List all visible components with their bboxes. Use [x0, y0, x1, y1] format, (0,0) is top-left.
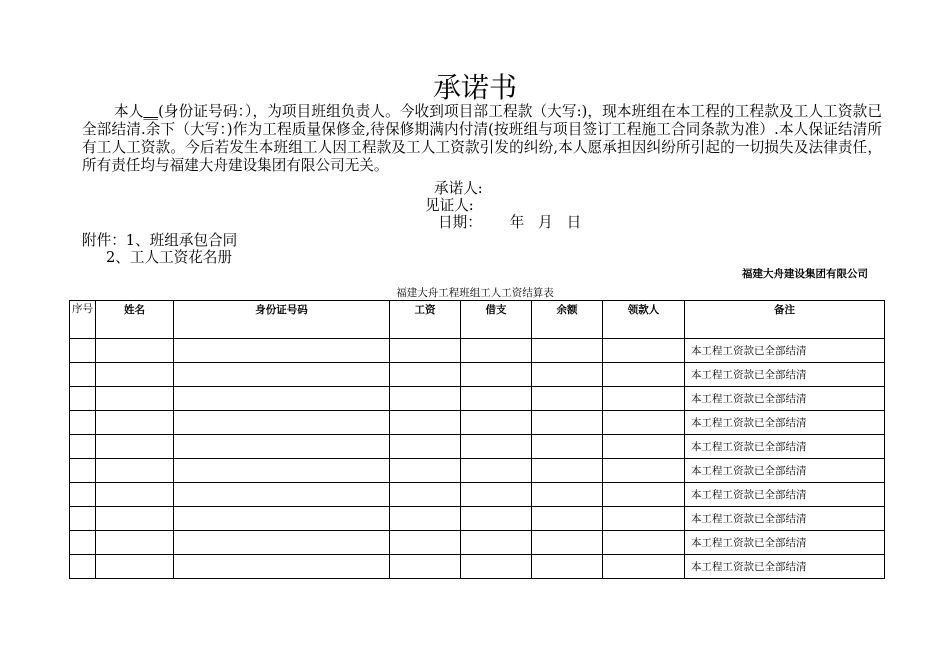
table-cell	[70, 483, 96, 507]
table-cell	[96, 531, 174, 555]
header-name: 姓名	[96, 301, 174, 339]
table-cell	[96, 387, 174, 411]
header-note: 备注	[685, 301, 885, 339]
table-cell	[70, 339, 96, 363]
table-cell	[96, 411, 174, 435]
body-prefix: 本人	[114, 103, 144, 120]
table-cell	[70, 459, 96, 483]
table-cell	[461, 459, 532, 483]
table-cell	[603, 483, 685, 507]
table-cell	[70, 411, 96, 435]
header-wage: 工资	[390, 301, 461, 339]
table-cell	[603, 531, 685, 555]
table-cell	[532, 507, 603, 531]
table-row	[70, 363, 885, 387]
table-cell	[174, 555, 390, 579]
table-cell	[174, 459, 390, 483]
header-receiver: 领款人	[603, 301, 685, 339]
table-row	[70, 339, 885, 363]
table-cell	[390, 339, 461, 363]
body-text: (身份证号码：），为项目班组负责人。今收到项目部工程款（大写:)，现本班组在本工程的工程款及工人工资款已全部结清.余下（大写：)作为工程质量保修金,待保修期满内付清(按班组与项目签订工程施工合同条款为准）.本人保证结清所有工人工资款。今后若发生本班组工人因工程款及工人工资款引发的纠纷,本人愿承担因纠纷所引起的一切损失及法律责任，所有责任均与福建大舟建设集团有限公司无关。	[82, 103, 882, 174]
table-cell	[174, 339, 390, 363]
table-cell	[461, 363, 532, 387]
table-cell	[603, 555, 685, 579]
table-cell	[532, 387, 603, 411]
header-id: 身份证号码	[174, 301, 390, 339]
table-cell	[390, 483, 461, 507]
table-cell	[96, 459, 174, 483]
table-cell	[461, 387, 532, 411]
table-caption: 福建大舟工程班组工人工资结算表	[396, 287, 554, 299]
header-seq: 序号	[70, 301, 96, 339]
promisor-label: 承诺人:	[434, 180, 483, 197]
table-cell	[174, 483, 390, 507]
table-cell	[390, 387, 461, 411]
table-cell	[70, 507, 96, 531]
table-cell	[603, 339, 685, 363]
table-cell	[390, 411, 461, 435]
date-label: 日期： 年 月 日	[438, 214, 582, 231]
table-cell	[532, 363, 603, 387]
note-cell: 本工程工资款已全部结清	[685, 531, 885, 555]
table-cell	[532, 531, 603, 555]
table-header-row	[70, 301, 885, 339]
table-row	[70, 387, 885, 411]
table-cell	[461, 435, 532, 459]
table-cell	[96, 435, 174, 459]
table-cell	[70, 555, 96, 579]
table-cell	[174, 531, 390, 555]
table-cell	[532, 459, 603, 483]
company-name: 福建大舟建设集团有限公司	[742, 268, 868, 280]
table-cell	[174, 507, 390, 531]
note-cell: 本工程工资款已全部结清	[685, 459, 885, 483]
note-cell: 本工程工资款已全部结清	[685, 507, 885, 531]
note-cell: 本工程工资款已全部结清	[685, 411, 885, 435]
table-cell	[390, 363, 461, 387]
attachment-1: 附件：1、班组承包合同	[82, 232, 238, 249]
table-row	[70, 483, 885, 507]
table-cell	[603, 435, 685, 459]
table-cell	[390, 435, 461, 459]
note-cell: 本工程工资款已全部结清	[685, 363, 885, 387]
table-row	[70, 411, 885, 435]
header-balance: 余额	[532, 301, 603, 339]
name-blank: __	[143, 103, 159, 120]
table-cell	[390, 555, 461, 579]
note-cell: 本工程工资款已全部结清	[685, 435, 885, 459]
table-cell	[70, 387, 96, 411]
table-cell	[174, 387, 390, 411]
table-cell	[174, 411, 390, 435]
table-cell	[532, 435, 603, 459]
table-cell	[532, 483, 603, 507]
table-cell	[390, 459, 461, 483]
table-cell	[70, 531, 96, 555]
table-cell	[96, 339, 174, 363]
table-cell	[96, 507, 174, 531]
note-cell: 本工程工资款已全部结清	[685, 339, 885, 363]
table-cell	[70, 363, 96, 387]
table-cell	[603, 459, 685, 483]
table-cell	[603, 387, 685, 411]
table-cell	[390, 507, 461, 531]
note-cell: 本工程工资款已全部结清	[685, 387, 885, 411]
table-cell	[532, 339, 603, 363]
commitment-paragraph	[82, 103, 882, 175]
table-cell	[603, 411, 685, 435]
table-row	[70, 531, 885, 555]
table-cell	[96, 363, 174, 387]
table-cell	[70, 435, 96, 459]
table-cell	[461, 483, 532, 507]
header-advance: 借支	[461, 301, 532, 339]
document-title: 承诺书	[432, 71, 517, 104]
table-cell	[461, 411, 532, 435]
table-cell	[603, 507, 685, 531]
table-cell	[390, 531, 461, 555]
table-cell	[96, 483, 174, 507]
table-row	[70, 555, 885, 579]
table-cell	[461, 555, 532, 579]
table-cell	[532, 411, 603, 435]
table-cell	[174, 363, 390, 387]
table-cell	[96, 555, 174, 579]
attachment-2: 2、工人工资花名册	[106, 249, 233, 266]
note-cell: 本工程工资款已全部结清	[685, 555, 885, 579]
table-cell	[461, 339, 532, 363]
table-cell	[461, 507, 532, 531]
table-row	[70, 507, 885, 531]
table-row	[70, 435, 885, 459]
table-row	[70, 459, 885, 483]
table-cell	[532, 555, 603, 579]
wage-settlement-table	[69, 300, 885, 579]
witness-label: 见证人:	[425, 197, 474, 214]
table-cell	[461, 531, 532, 555]
table-cell	[603, 363, 685, 387]
table-cell	[174, 435, 390, 459]
note-cell: 本工程工资款已全部结清	[685, 483, 885, 507]
